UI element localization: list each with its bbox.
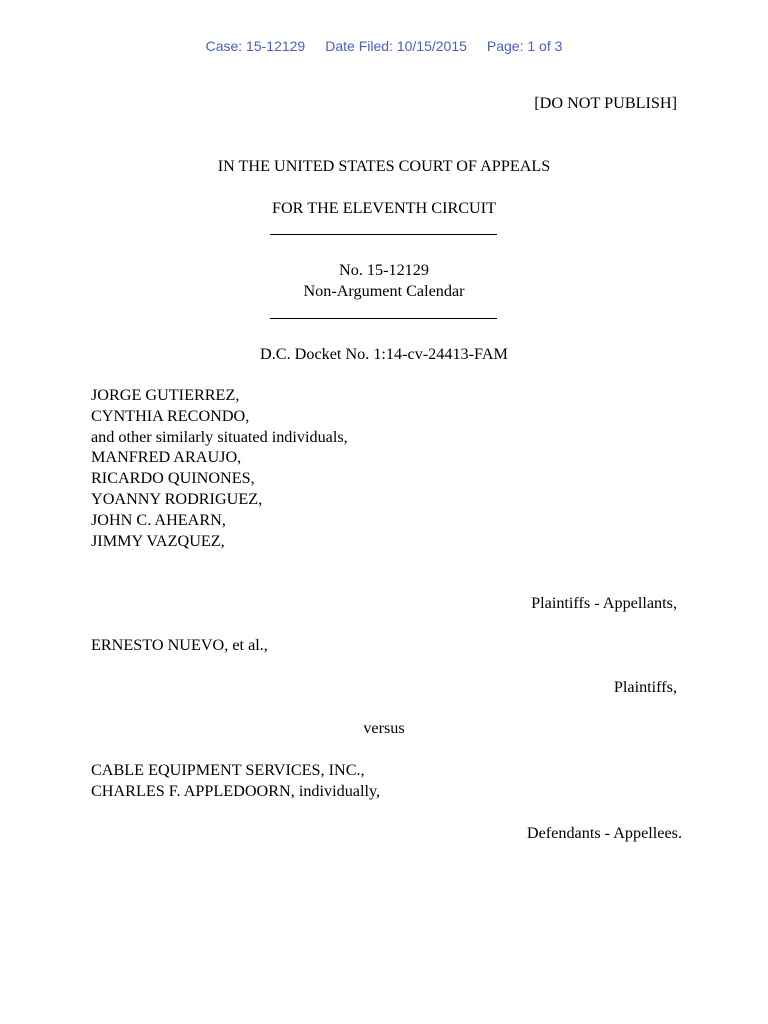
filing-stamp [0, 38, 768, 54]
divider-rule [270, 318, 497, 319]
party-name: RICARDO QUINONES, [91, 469, 255, 488]
party-name: JIMMY VAZQUEZ, [91, 531, 225, 550]
other-plaintiff: ERNESTO NUEVO, et al., [91, 636, 268, 654]
party-name: MANFRED ARAUJO, [91, 448, 242, 467]
case-number: No. 15-12129 [339, 261, 429, 279]
docket-number: D.C. Docket No. 1:14-cv-24413-FAM [260, 345, 508, 363]
defendant-name: CABLE EQUIPMENT SERVICES, INC., [91, 761, 365, 779]
circuit-name: FOR THE ELEVENTH CIRCUIT [271, 199, 497, 217]
party-name: JORGE GUTIERREZ, [91, 386, 240, 404]
party-name: YOANNY RODRIGUEZ, [91, 489, 263, 508]
party-name: CYNTHIA RECONDO, [91, 406, 250, 425]
role-defendants: Defendants - Appellees. [526, 824, 682, 842]
calendar-type: Non-Argument Calendar [303, 282, 465, 300]
publish-note: [DO NOT PUBLISH] [534, 94, 677, 112]
plaintiffs-appellants-list [91, 385, 348, 551]
party-name: JOHN C. AHEARN, [91, 510, 226, 529]
divider-rule [270, 234, 497, 235]
defendant-name: CHARLES F. APPLEDOORN, individually, [91, 782, 381, 800]
role-plaintiffs-appellants: Plaintiffs - Appellants, [531, 594, 677, 612]
party-name: and other similarly situated individuals, [91, 427, 348, 446]
versus-label: versus [363, 719, 405, 737]
court-name: IN THE UNITED STATES COURT OF APPEALS [217, 157, 551, 175]
stamp-date-filed: Date Filed: 10/15/2015 [325, 38, 467, 54]
stamp-case: Case: 15-12129 [205, 38, 306, 54]
role-plaintiffs: Plaintiffs, [613, 678, 677, 696]
stamp-page: Page: 1 of 3 [486, 38, 563, 54]
